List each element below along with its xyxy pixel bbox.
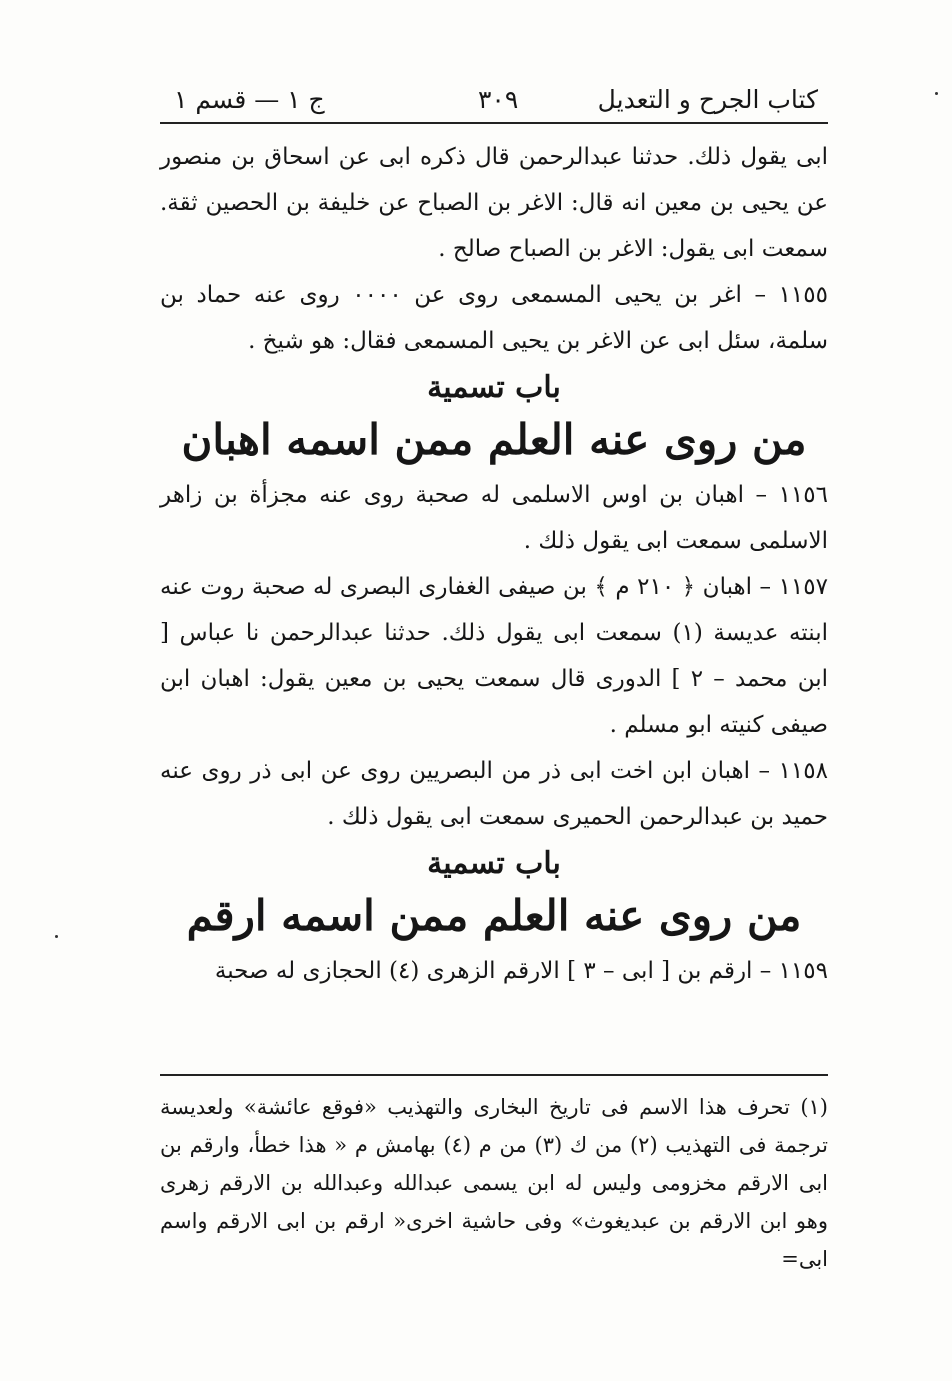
scan-speck bbox=[55, 935, 58, 938]
entry-1159: ١١٥٩ – ارقم بن [ ابى – ٣ ] الارقم الزهرى (٤) الحجازى له صحبة bbox=[214, 958, 828, 984]
section-heading-bab: باب تسمية bbox=[427, 846, 561, 881]
section-title-arqam: من روى عنه العلم ممن اسمه ارقم bbox=[186, 891, 802, 940]
book-title: كتاب الجرح و التعديل bbox=[597, 85, 818, 114]
running-header bbox=[160, 78, 828, 124]
section-title-ahban: من روى عنه العلم ممن اسمه اهبان bbox=[181, 415, 807, 464]
paragraph: ابى يقول ذلك. حدثنا عبدالرحمن قال ذكره ابى عن اسحاق بن منصور عن يحيى بن معين انه قال: الاغر بن الصباح عن خليفة بن الحصين ثقة. سمعت ابى يقول: الاغر بن الصباح صالح . bbox=[160, 144, 828, 262]
scan-speck bbox=[935, 92, 938, 95]
document-page bbox=[160, 78, 828, 994]
entry-1157: ١١٥٧ – اهبان ﴿ ٢١٠ م ﴾ بن صيفى الغفارى البصرى له صحبة روت عنه ابنته عديسة (١) سمعت ابى يقول ذلك. حدثنا عبدالرحمن نا عباس [ ابن محمد – ٢ ] الدورى قال سمعت يحيى بن معين يقول: اهبان ابن صيفى كنيته ابو مسلم . bbox=[160, 574, 828, 738]
entry-1158: ١١٥٨ – اهبان ابن اخت ابى ذر من البصريين روى عن ابى ذر روى عنه حميد بن عبدالرحمن الحميرى سمعت ابى يقول ذلك . bbox=[160, 758, 828, 830]
footnote-text: (١) تحرف هذا الاسم فى تاريخ البخارى والتهذيب «فوقع عائشة» ولعديسة ترجمة فى التهذيب (٢) من ك (٣) من م (٤) بهامش م « هذا خطأ، وارقم بن ابى الارقم مخزومى وليس له ابن يسمى عبدالله وعبدالله بن الارقم زهرى وهو ابن الارقم بن عبديغوث» وفى حاشية اخرى« ارقم بن ابى الارقم واسم ابى= bbox=[160, 1095, 828, 1271]
main-text bbox=[160, 134, 828, 994]
entry-1156: ١١٥٦ – اهبان بن اوس الاسلمى له صحبة روى عنه مجزأة بن زاهر الاسلمى سمعت ابى يقول ذلك . bbox=[160, 482, 828, 554]
entry-1155: ١١٥٥ – اغر بن يحيى المسمعى روى عن ٠٠٠٠ روى عنه حماد بن سلمة، سئل ابى عن الاغر بن يحيى المسمعى فقال: هو شيخ . bbox=[160, 282, 828, 354]
volume-label: ج ١ — قسم ١ bbox=[174, 85, 325, 114]
page-number: ٣٠٩ bbox=[478, 85, 519, 114]
footnotes bbox=[160, 1074, 828, 1278]
section-heading-bab: باب تسمية bbox=[427, 370, 561, 405]
